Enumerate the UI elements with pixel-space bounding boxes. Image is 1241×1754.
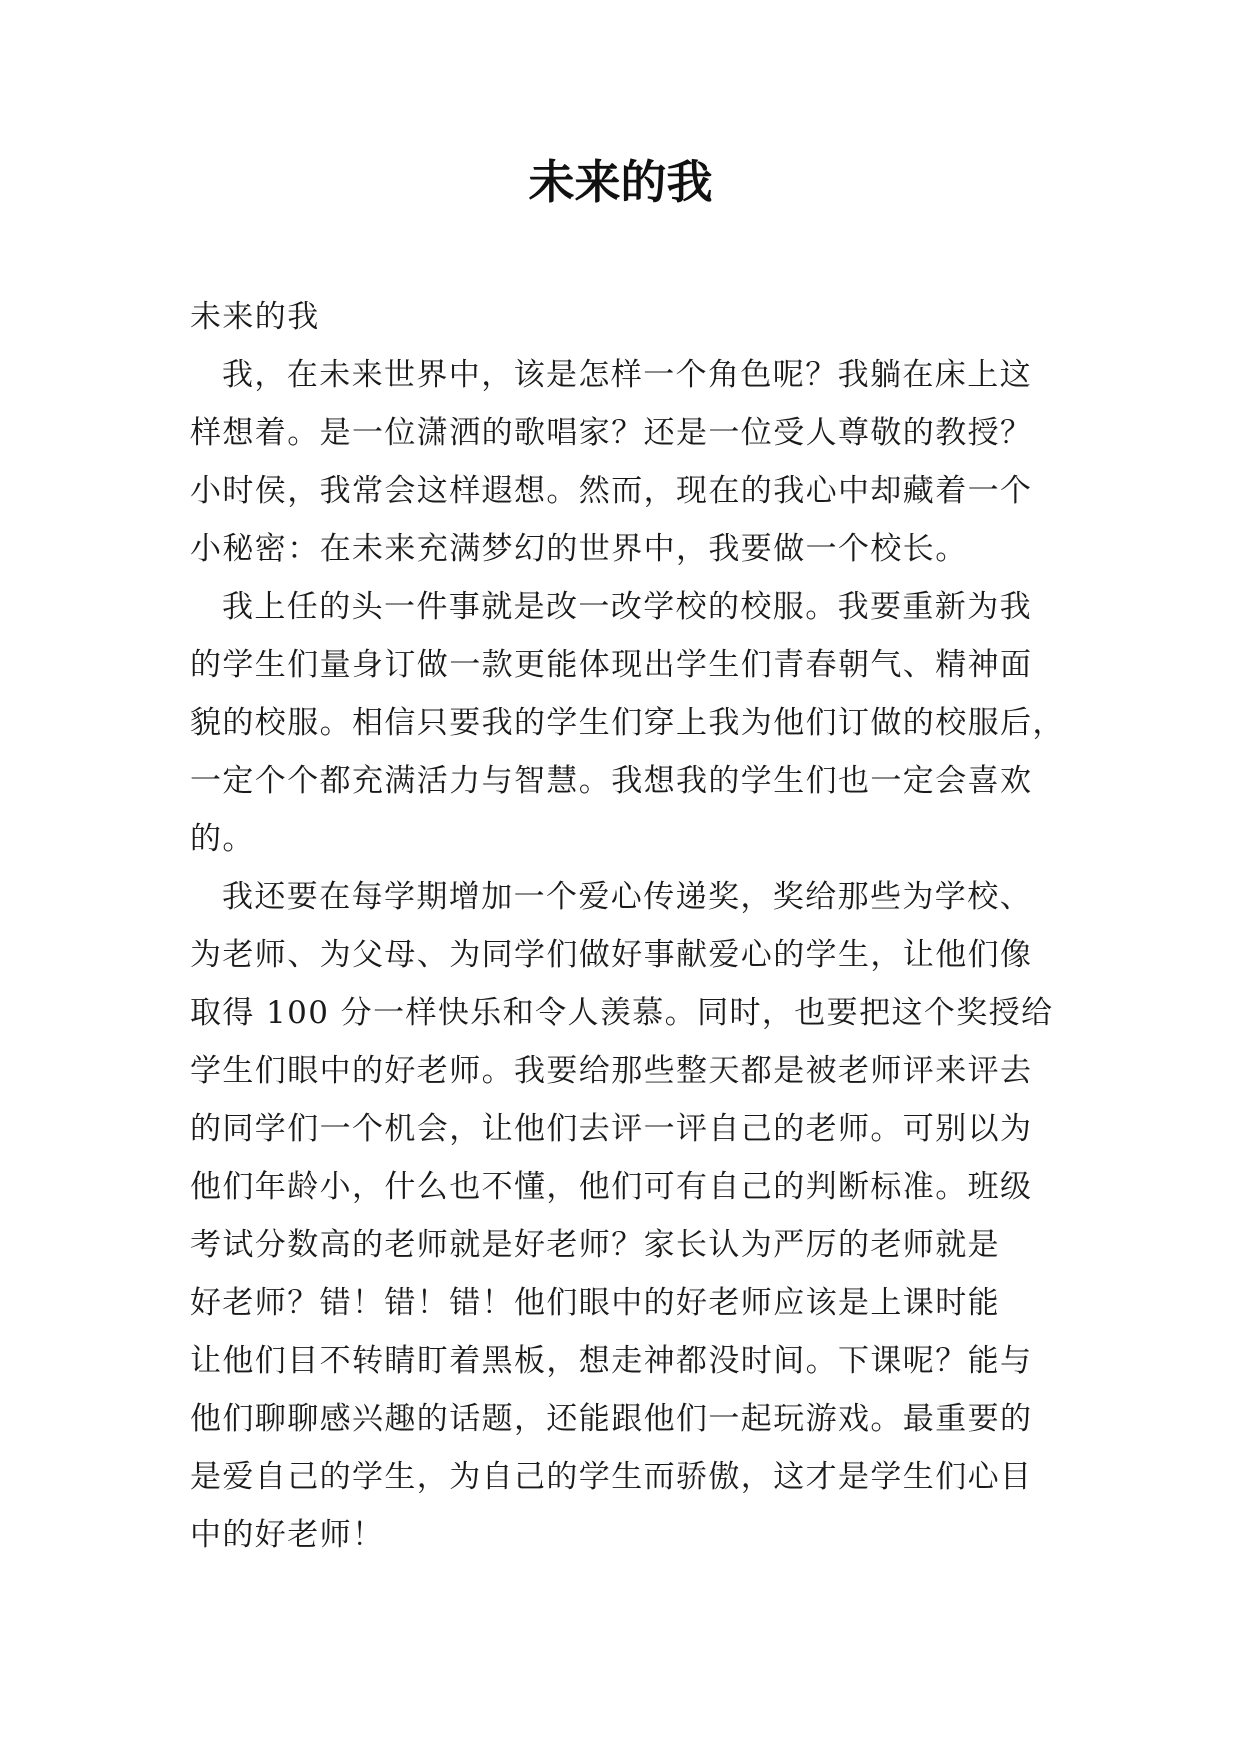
text-line: 未来的我 (190, 299, 320, 335)
text-line: 我还要在每学期增加一个爱心传递奖，奖给那些为学校、 (222, 879, 1032, 915)
text-line: 我上任的头一件事就是改一改学校的校服。我要重新为我 (222, 589, 1032, 625)
text-line: 的。 (190, 821, 255, 857)
document-body (190, 288, 1065, 1564)
text-line: 貌的校服。相信只要我的学生们穿上我为他们订做的校服后， (190, 705, 1065, 741)
text-line: 小时侯，我常会这样遐想。然而，现在的我心中却藏着一个 (190, 473, 1033, 509)
text-line: 为老师、为父母、为同学们做好事献爱心的学生，让他们像 (190, 937, 1033, 973)
text-line: 的同学们一个机会，让他们去评一评自己的老师。可别以为 (190, 1111, 1033, 1147)
text-line: 中的好老师！ (190, 1517, 385, 1553)
text-line: 他们聊聊感兴趣的话题，还能跟他们一起玩游戏。最重要的 (190, 1401, 1033, 1437)
text-line: 好老师？错！错！错！他们眼中的好老师应该是上课时能 (190, 1285, 1000, 1321)
text-line: 取得 100 分一样快乐和令人羡慕。同时，也要把这个奖授给 (190, 995, 1054, 1031)
text-line: 他们年龄小，什么也不懂，他们可有自己的判断标准。班级 (190, 1169, 1033, 1205)
text-line: 是爱自己的学生，为自己的学生而骄傲，这才是学生们心目 (190, 1459, 1033, 1495)
document-title: 未来的我 (528, 155, 713, 209)
text-line: 让他们目不转睛盯着黑板，想走神都没时间。下课呢？能与 (190, 1343, 1033, 1379)
text-line: 一定个个都充满活力与智慧。我想我的学生们也一定会喜欢 (190, 763, 1033, 799)
text-line: 我，在未来世界中，该是怎样一个角色呢？我躺在床上这 (222, 357, 1032, 393)
text-line: 样想着。是一位潇洒的歌唱家？还是一位受人尊敬的教授？ (190, 415, 1033, 451)
text-line: 考试分数高的老师就是好老师？家长认为严厉的老师就是 (190, 1227, 1000, 1263)
text-line: 的学生们量身订做一款更能体现出学生们青春朝气、精神面 (190, 647, 1033, 683)
text-line: 学生们眼中的好老师。我要给那些整天都是被老师评来评去 (190, 1053, 1033, 1089)
text-line: 小秘密：在未来充满梦幻的世界中，我要做一个校长。 (190, 531, 968, 567)
